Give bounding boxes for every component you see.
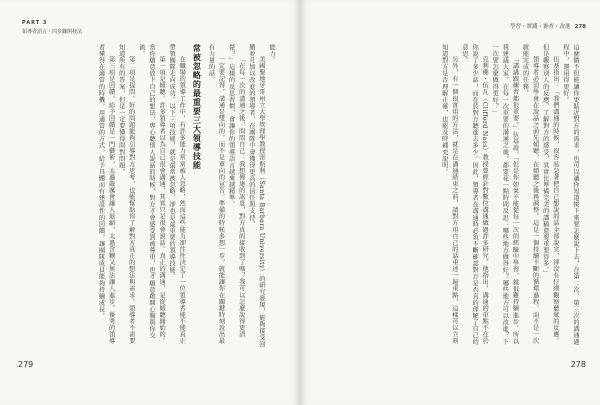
left-text-block xyxy=(36,44,276,349)
section-heading: 常被忽略的最重要三大領導技能 xyxy=(192,44,203,170)
running-header-right xyxy=(510,22,586,30)
page-number-right: 278 xyxy=(570,360,586,369)
body-paragraph: 在職場的領導工作中，有許多能力常常被人忽略，然而這些能力卻往往決定了一位領導者能不能真正帶領團隊走向成功。以下三項技能，就是最常被忽略、卻也是最重要的領導技能。 xyxy=(168,44,186,345)
body-paragraph: 領導者必須學會在說話之前先傾聽，在傾聽之後再調整。這是一個持續不斷的循環過程，而不是一次就能完成的任務。 xyxy=(521,44,539,345)
part-label: PART 3 xyxy=(22,20,48,26)
body-paragraph: 「在每一次的溝通之後，問問自己：我想傳達的訊息，對方真的接收到了嗎？我可以怎麼說得更清楚？」這樣的反思習慣，會讓你的領導語言越來越精準。 xyxy=(227,44,245,339)
part-subtitle: 領導者語言・四步驟開發法 xyxy=(22,29,83,35)
body-paragraph: 「講講跟練習都很重要，」伍基說，「但是你如果不能從每一次的經驗中學習，就很難持續進步。所以我建議大家，在每一次重要的溝通之後，都要花一點時間反思：哪些地方做得好？哪些地方可以改進？下一次要怎麼做得更好？」 xyxy=(491,44,519,346)
right-page xyxy=(300,0,600,405)
body-paragraph: 另外，有一個很實用的方法，就是在溝通結束之前，請對方用自己的話重述一遍重點，這樣可以立刻知道對方是否理解正確，也能及時補充說明。 xyxy=(440,44,458,345)
body-paragraph: 一定要記得，溝通是雙向的，而不是單向的宣告。準備的時候多想一步，就能讓你在關鍵時刻說出最有力量的話。 xyxy=(207,44,225,345)
body-paragraph: 第一項是傾聽。許多領導者以為自己很會溝通，其實只是很會說話。真正的溝通，是從傾聽開始的。當你願意放下自己的想法，專心聽別人說話的時候，對方才會感受到被尊重，也才願意敞開心胸與你交流。 xyxy=(137,44,166,345)
body-paragraph: 第二項是提問。好的問題能夠引導對方思考，也能幫助你了解對方真正的想法與需求。領導者不需要知道所有的答案，但是一定要懂得問對問題。 xyxy=(117,44,135,345)
body-paragraph: 這麼做不但能讓你更貼近對方的需求，也可以讓你知道接下來要怎麼說下去，在第二次、第三次的溝通過程中，運用得更好。 xyxy=(561,44,579,346)
page-number-left: 279 xyxy=(18,360,34,369)
chapter-header: 學習・實踐・審查・改進 xyxy=(510,24,571,30)
right-text-block xyxy=(314,44,580,349)
body-paragraph: 第三項是回饋。給予回饋是一門藝術，太過嚴厲會讓人退縮，太過含糊又無法讓人進步。優秀的領導者懂得在適當的時機，用適當的方式，給予具體而有建設性的回饋，讓團隊成員能夠持續成長。 xyxy=(97,44,115,345)
body-paragraph: 伍基指出：「我們溝通的時候，很容易急著把自己想說的話全部說完，卻沒有仔細觀察聽眾的反應。但是觀察別人的反應、了解對方的感受，其實比準備完美的講稿還要重要得多。」 xyxy=(541,44,559,345)
header-page-number: 278 xyxy=(574,24,586,30)
body-paragraph: 克利佛・伍瓦（Clifford Nass）教授曾經針對數位溝通做過許多研究。他指出，溝通的重點不在於你說了多少話，而在於對方聽進去多少。因此，領導者在溝通時必須不斷確認對方是否真的理解了自己的意思。 xyxy=(460,44,489,346)
body-paragraph: 能力。 xyxy=(268,44,275,64)
running-header-left xyxy=(22,20,82,35)
body-paragraph: 美國聖地牙哥州立大學管理學教授雷斯利（Santa Barbara University）的研究發現，能夠接受回饋並且加以改進的領導者，在團隊中會獲得更高的信任與支持。 xyxy=(247,44,265,348)
